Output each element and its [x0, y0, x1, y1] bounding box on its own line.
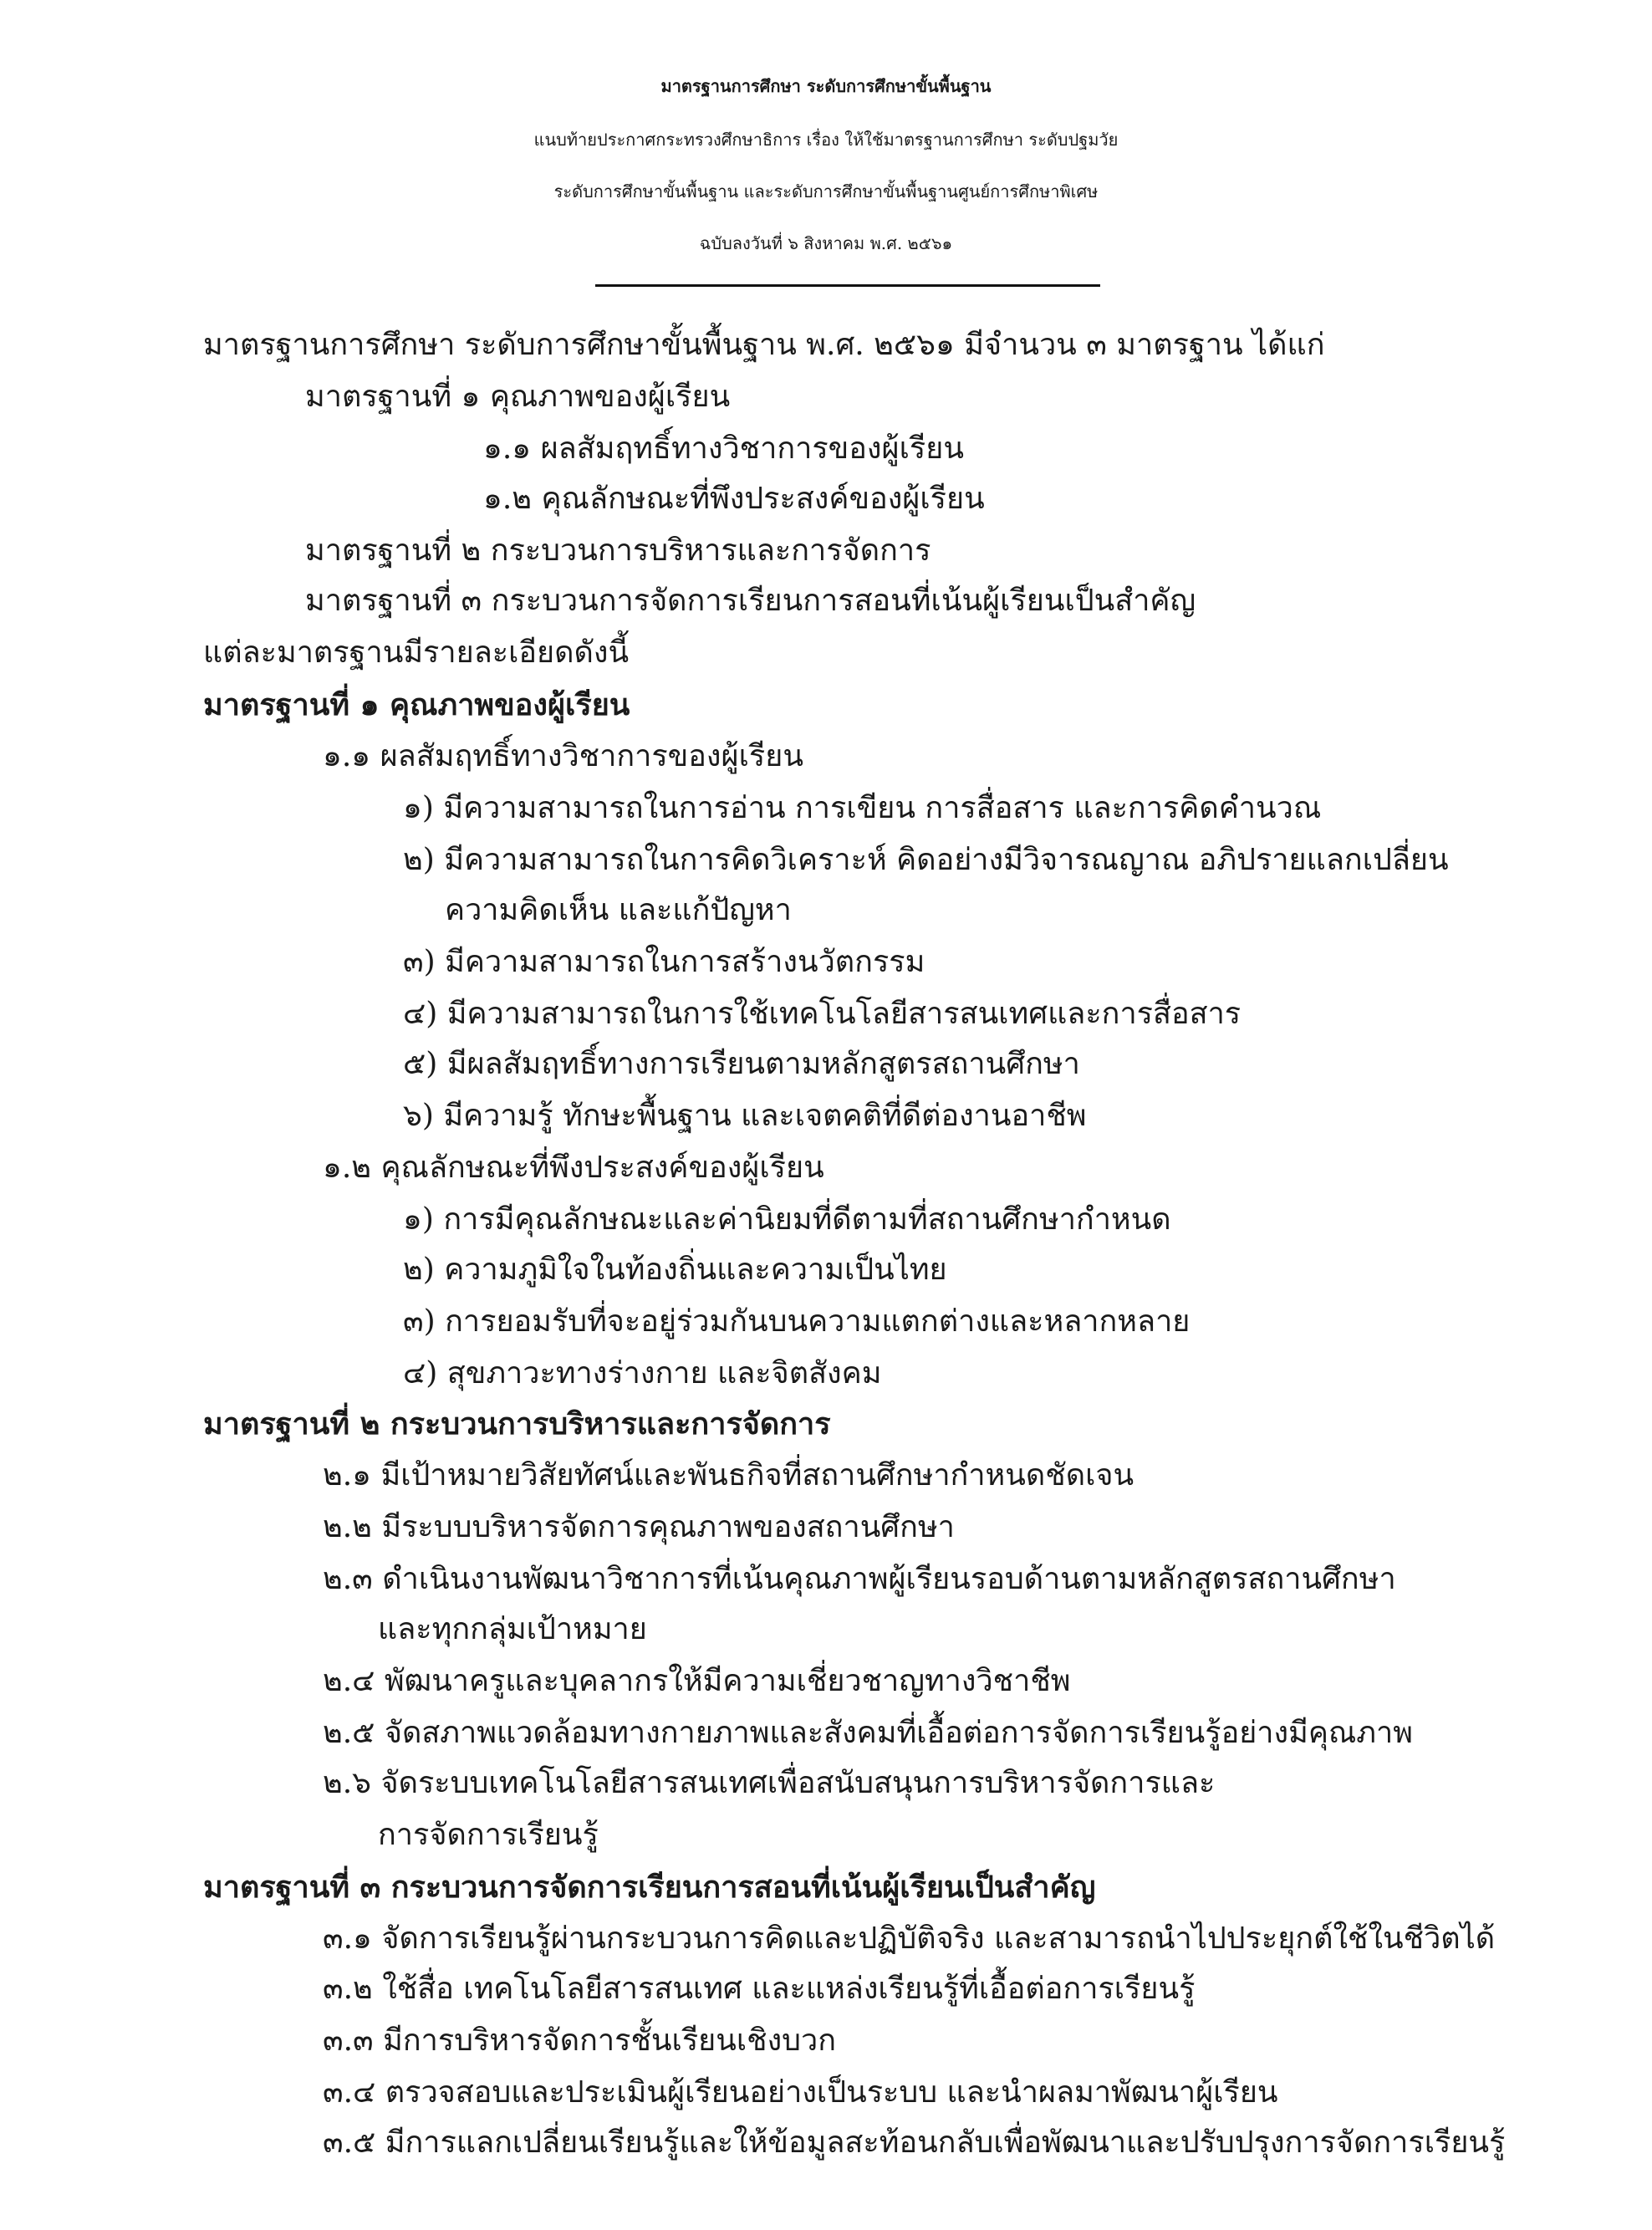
list-item: ๒) ความภูมิใจในท้องถิ่นและความเป็นไทย — [403, 1253, 947, 1287]
list-item: ๑) มีความสามารถในการอ่าน การเขียน การสื่อสาร และการคิดคำนวณ — [403, 791, 1322, 825]
header-line-2: แนบท้ายประกาศกระทรวงศึกษาธิการ เรื่อง ให้ใช้มาตรฐานการศึกษา ระดับปฐมวัย — [533, 130, 1119, 150]
intro-standard-1: มาตรฐานที่ ๑ คุณภาพของผู้เรียน — [305, 380, 731, 414]
list-item: ๓.๑ จัดการเรียนรู้ผ่านกระบวนการคิดและปฏิบัติจริง และสามารถนำไปประยุกต์ใช้ในชีวิตได้ — [323, 1921, 1496, 1956]
list-item: ๒.๖ จัดระบบเทคโนโลยีสารสนเทศเพื่อสนับสนุนการบริหารจัดการและ — [323, 1766, 1216, 1800]
list-item: ๓) มีความสามารถในการสร้างนวัตกรรม — [403, 945, 925, 979]
section-1-sub-2: ๑.๒ คุณลักษณะที่พึงประสงค์ของผู้เรียน — [323, 1151, 824, 1185]
list-item: ๒.๓ ดำเนินงานพัฒนาวิชาการที่เน้นคุณภาพผู้เรียนรอบด้านตามหลักสูตรสถานศึกษา — [323, 1562, 1396, 1596]
list-item: ๒) มีความสามารถในการคิดวิเคราะห์ คิดอย่างมีวิจารณญาณ อภิปรายแลกเปลี่ยน — [403, 843, 1449, 877]
intro-standard-3: มาตรฐานที่ ๓ กระบวนการจัดการเรียนการสอนที่เน้นผู้เรียนเป็นสำคัญ — [305, 584, 1196, 618]
intro-detail: แต่ละมาตรฐานมีรายละเอียดดังนี้ — [203, 635, 630, 670]
document-title: มาตรฐานการศึกษา ระดับการศึกษาขั้นพื้นฐาน — [660, 76, 992, 96]
list-item: ๔) สุขภาวะทางร่างกาย และจิตสังคม — [403, 1356, 882, 1391]
list-item-continuation: การจัดการเรียนรู้ — [378, 1818, 599, 1852]
intro-standard-1-1: ๑.๑ ผลสัมฤทธิ์ทางวิชาการของผู้เรียน — [483, 431, 964, 466]
section-2-heading: มาตรฐานที่ ๒ กระบวนการบริหารและการจัดการ — [203, 1406, 831, 1442]
list-item: ๔) มีความสามารถในการใช้เทคโนโลยีสารสนเทศและการสื่อสาร — [403, 997, 1242, 1031]
list-item: ๒.๑ มีเป้าหมายวิสัยทัศน์และพันธกิจที่สถานศึกษากำหนดชัดเจน — [323, 1458, 1134, 1493]
intro-standard-2: มาตรฐานที่ ๒ กระบวนการบริหารและการจัดการ — [305, 533, 931, 568]
list-item: ๓.๕ มีการแลกเปลี่ยนเรียนรู้และให้ข้อมูลสะท้อนกลับเพื่อพัฒนาและปรับปรุงการจัดการเรียนรู้ — [323, 2125, 1506, 2160]
list-item: ๓) การยอมรับที่จะอยู่ร่วมกันบนความแตกต่างและหลากหลาย — [403, 1304, 1191, 1339]
header-divider — [595, 284, 1100, 287]
list-item: ๓.๓ มีการบริหารจัดการชั้นเรียนเชิงบวก — [323, 2023, 837, 2058]
list-item: ๒.๕ จัดสภาพแวดล้อมทางกายภาพและสังคมที่เอื้อต่อการจัดการเรียนรู้อย่างมีคุณภาพ — [323, 1716, 1413, 1750]
section-1-sub-1: ๑.๑ ผลสัมฤทธิ์ทางวิชาการของผู้เรียน — [323, 739, 803, 773]
header-line-3: ระดับการศึกษาขั้นพื้นฐาน และระดับการศึกษาขั้นพื้นฐานศูนย์การศึกษาพิเศษ — [553, 181, 1099, 202]
list-item: ๕) มีผลสัมฤทธิ์ทางการเรียนตามหลักสูตรสถานศึกษา — [403, 1047, 1080, 1081]
list-item: ๒.๔ พัฒนาครูและบุคลากรให้มีความเชี่ยวชาญทางวิชาชีพ — [323, 1664, 1071, 1698]
list-item: ๓.๔ ตรวจสอบและประเมินผู้เรียนอย่างเป็นระบบ และนำผลมาพัฒนาผู้เรียน — [323, 2075, 1278, 2110]
list-item: ๑) การมีคุณลักษณะและค่านิยมที่ดีตามที่สถานศึกษากำหนด — [403, 1202, 1171, 1237]
list-item: ๖) มีความรู้ ทักษะพื้นฐาน และเจตคติที่ดีต่องานอาชีพ — [403, 1099, 1087, 1133]
intro-lead: มาตรฐานการศึกษา ระดับการศึกษาขั้นพื้นฐาน พ.ศ. ๒๕๖๑ มีจำนวน ๓ มาตรฐาน ได้แก่ — [203, 328, 1325, 362]
list-item-continuation: ความคิดเห็น และแก้ปัญหา — [445, 893, 792, 927]
intro-standard-1-2: ๑.๒ คุณลักษณะที่พึงประสงค์ของผู้เรียน — [483, 482, 985, 516]
header-date: ฉบับลงวันที่ ๖ สิงหาคม พ.ศ. ๒๕๖๑ — [699, 233, 953, 253]
list-item: ๒.๒ มีระบบบริหารจัดการคุณภาพของสถานศึกษา — [323, 1510, 955, 1544]
section-1-heading: มาตรฐานที่ ๑ คุณภาพของผู้เรียน — [203, 687, 630, 722]
section-3-heading: มาตรฐานที่ ๓ กระบวนการจัดการเรียนการสอนที่เน้นผู้เรียนเป็นสำคัญ — [203, 1870, 1096, 1905]
list-item-continuation: และทุกกลุ่มเป้าหมาย — [378, 1612, 647, 1646]
list-item: ๓.๒ ใช้สื่อ เทคโนโลยีสารสนเทศ และแหล่งเรียนรู้ที่เอื้อต่อการเรียนรู้ — [323, 1972, 1196, 2006]
